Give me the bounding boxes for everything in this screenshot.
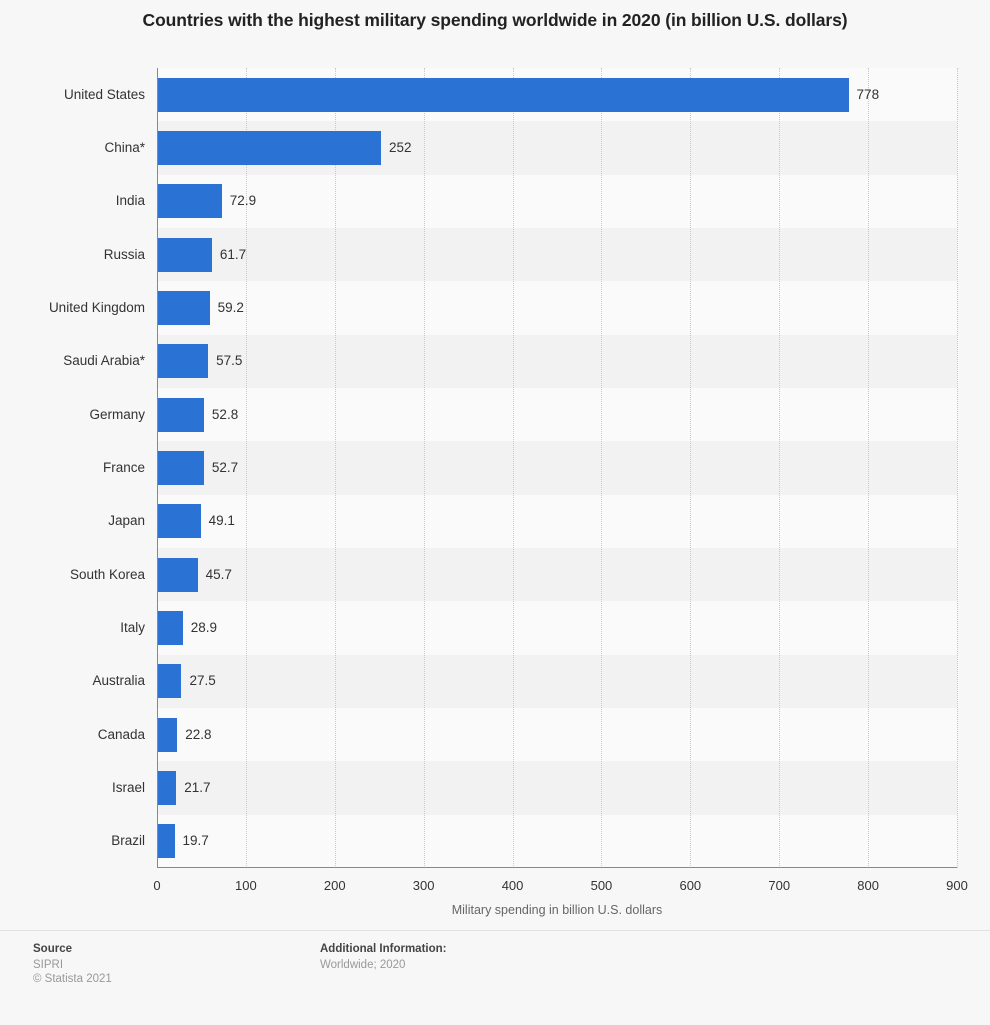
category-label: Italy — [120, 620, 145, 635]
row-band — [157, 228, 957, 281]
category-label: Australia — [92, 673, 145, 689]
category-label: Brazil — [111, 833, 145, 849]
category-label: Israel — [111, 780, 145, 795]
bar[interactable] — [157, 718, 177, 752]
bar[interactable] — [157, 664, 181, 698]
row-band — [157, 495, 957, 548]
plot-area — [157, 68, 957, 868]
category-label: Canada — [97, 726, 145, 742]
x-tick-label: 600 — [679, 878, 702, 893]
category-label: Japan — [108, 513, 145, 529]
copyright-text: © Statista 2021 — [33, 973, 112, 985]
gridline — [779, 68, 781, 868]
bar-value-label: 21.7 — [184, 780, 211, 795]
additional-info-text: Worldwide; 2020 — [320, 959, 406, 971]
row-band — [157, 175, 957, 228]
source-heading: Source — [33, 943, 72, 955]
x-tick-label: 200 — [323, 878, 346, 893]
source-name: SIPRI — [33, 959, 64, 971]
bar[interactable] — [157, 131, 381, 165]
row-band — [157, 655, 957, 708]
row-band — [157, 761, 957, 814]
bar[interactable] — [157, 184, 222, 218]
bar[interactable] — [157, 238, 212, 272]
bar[interactable] — [157, 771, 176, 805]
row-band — [157, 441, 957, 494]
bar-value-label: 19.7 — [182, 833, 209, 849]
row-band — [157, 548, 957, 601]
x-tick-label: 500 — [590, 878, 613, 893]
x-tick-label: 400 — [501, 878, 524, 893]
gridline — [601, 68, 603, 868]
bar-value-label: 27.5 — [189, 673, 216, 689]
bar[interactable] — [157, 558, 198, 592]
bar-value-label: 72.9 — [229, 193, 257, 209]
bar-value-label: 59.2 — [217, 300, 244, 315]
row-band — [157, 815, 957, 868]
x-tick-label: 700 — [768, 878, 791, 893]
bar[interactable] — [157, 611, 183, 645]
x-tick-label: 900 — [946, 878, 968, 893]
row-band — [157, 388, 957, 441]
bar-value-label: 252 — [389, 140, 412, 155]
bar[interactable] — [157, 344, 208, 378]
x-axis-title: Military spending in billion U.S. dollars — [451, 903, 663, 917]
x-tick-label: 800 — [857, 878, 879, 893]
chart-footer — [0, 930, 990, 1025]
source-block — [33, 943, 112, 987]
bar[interactable] — [157, 78, 849, 112]
gridline — [335, 68, 337, 868]
category-label: India — [115, 193, 145, 209]
gridline — [690, 68, 692, 868]
bar-value-label: 778 — [856, 86, 880, 102]
category-axis-labels — [0, 68, 145, 868]
row-band — [157, 601, 957, 654]
category-label: France — [102, 460, 145, 475]
bar-value-label: 49.1 — [208, 513, 235, 529]
gridline — [957, 68, 959, 868]
category-label: United Kingdom — [48, 300, 145, 315]
row-band — [157, 708, 957, 761]
additional-info-heading: Additional Information: — [320, 943, 447, 955]
row-band — [157, 281, 957, 334]
bar-value-label: 52.7 — [211, 460, 239, 475]
bar-value-label: 57.5 — [216, 353, 243, 369]
category-label: China* — [104, 140, 145, 155]
bar[interactable] — [157, 398, 204, 432]
x-tick-label: 300 — [412, 878, 435, 893]
bar-value-label: 28.9 — [190, 620, 217, 635]
page-title: Countries with the highest military spending worldwide in 2020 (in billion U.S. dollars) — [142, 10, 848, 30]
gridline — [424, 68, 426, 868]
bar[interactable] — [157, 824, 175, 858]
category-label: Saudi Arabia* — [63, 353, 145, 369]
bar[interactable] — [157, 504, 201, 538]
bar[interactable] — [157, 451, 204, 485]
row-band — [157, 335, 957, 388]
gridline — [513, 68, 515, 868]
additional-info-block — [320, 943, 446, 973]
x-axis-line — [157, 867, 957, 868]
bar-value-label: 61.7 — [219, 246, 247, 262]
x-tick-label: 0 — [153, 878, 161, 893]
y-axis-line — [157, 68, 158, 868]
bar[interactable] — [157, 291, 210, 325]
x-tick-label: 100 — [235, 878, 257, 893]
gridline — [868, 68, 870, 868]
category-label: South Korea — [69, 566, 145, 582]
category-label: United States — [63, 86, 145, 102]
bar-value-label: 22.8 — [185, 726, 212, 742]
bar-value-label: 45.7 — [205, 566, 232, 582]
category-label: Germany — [89, 406, 145, 422]
category-label: Russia — [103, 246, 145, 262]
bar-value-label: 52.8 — [211, 406, 239, 422]
